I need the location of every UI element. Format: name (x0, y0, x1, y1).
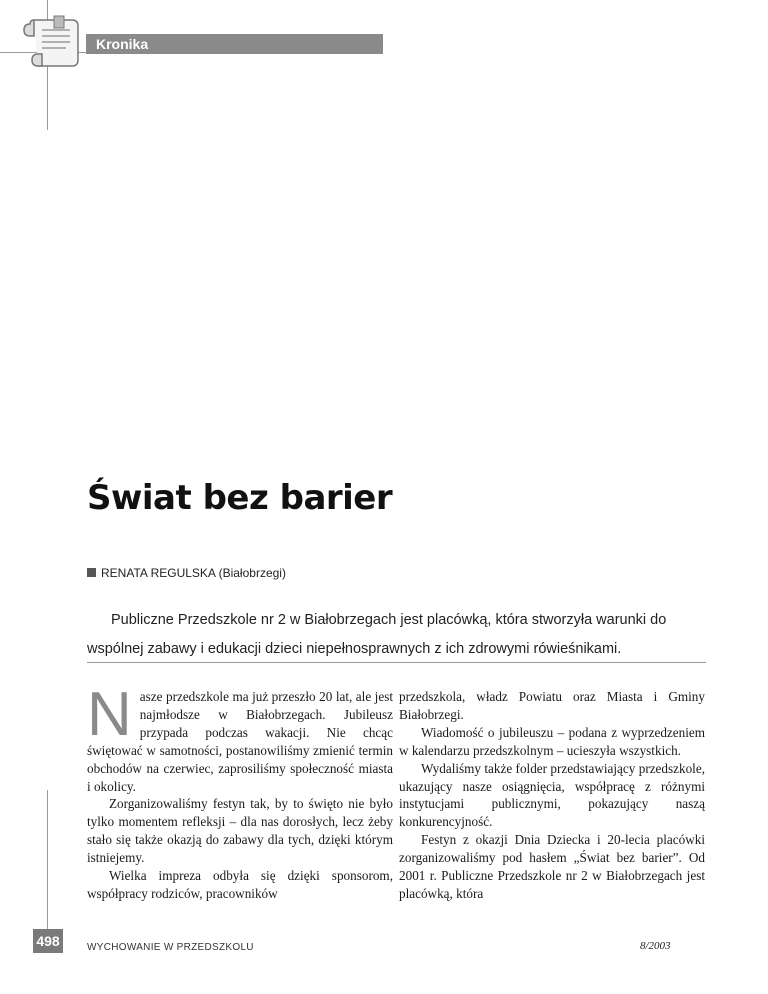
scroll-document-icon (20, 14, 82, 70)
paragraph: przedszkola, władz Powiatu oraz Miasta i Gminy Białobrzegi. (399, 689, 705, 722)
paragraph-text: asze przedszkole ma już przeszło 20 lat, ale jest najmłodsze w Białobrzegach. Jubileusz przypada podczas wakacji. Nie chcąc świętować w samotności, postanowiliśmy zmienić termin obchodów na czerwiec, zaprosiliśmy społeczność miasta i okolicy. (87, 689, 393, 794)
paragraph: Wydaliśmy także folder przedstawiający przedszkole, ukazujący nasze osiągnięcia, współpracę z różnymi instytucjami publicznymi, pokazujący naszą konkurencyjność. (399, 760, 705, 830)
section-header (86, 34, 383, 54)
section-label: Kronika (96, 36, 149, 52)
paragraph: Wiadomość o jubileuszu – podana z wyprzedzeniem w kalendarzu przedszkolnym – ucieszyła wszystkich. (399, 724, 705, 758)
left-column (87, 680, 393, 903)
paragraph: Wielka impreza odbyła się dzięki sponsorom, współpracy rodziców, pracowników (87, 868, 393, 901)
byline (87, 566, 286, 580)
author: RENATA REGULSKA (Białobrzegi) (101, 566, 286, 580)
drop-cap: N (87, 680, 132, 749)
lead-paragraph: Publiczne Przedszkole nr 2 w Białobrzegach jest placówką, która stworzyła warunki do wspólnej zabawy i edukacji dzieci niepełnosprawnych z ich zdrowymi rówieśnikami. (87, 612, 667, 657)
issue-number: 8/2003 (640, 940, 671, 952)
page-number: 498 (33, 929, 63, 953)
right-column (399, 688, 705, 903)
journal-name: WYCHOWANIE W PRZEDSZKOLU (87, 942, 254, 953)
paragraph: Zorganizowaliśmy festyn tak, by to święto nie było tylko momentem refleksji – dla nas dorosłych, lecz żeby stało się także okazją do zabawy dla tych, dzięki którym istniejemy. (87, 796, 393, 866)
paragraph: Festyn z okazji Dnia Dziecka i 20-lecia placówki zorganizowaliśmy pod hasłem „Świat bez barier”. Od 2001 r. Publiczne Przedszkole nr 2 w Białobrzegach jest placówką, która (399, 832, 705, 901)
byline-square-icon (87, 568, 96, 577)
article-title: Świat bez barier (87, 478, 393, 518)
frame-line-bottom-left (47, 790, 48, 930)
paragraph (87, 680, 393, 795)
